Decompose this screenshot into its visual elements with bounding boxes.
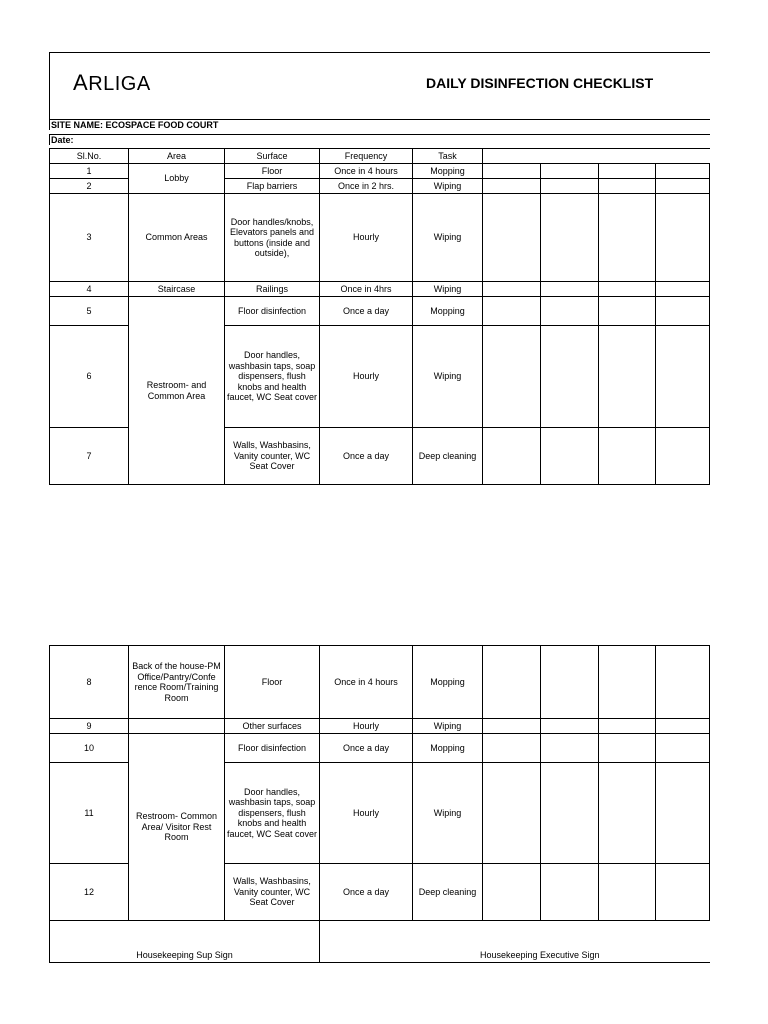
time-check-cell[interactable] [656, 763, 710, 864]
time-check-cell[interactable] [599, 734, 656, 763]
table-row [50, 164, 760, 179]
time-check-cell[interactable] [483, 179, 541, 194]
row-task: Wiping [413, 282, 483, 297]
table-row [50, 297, 760, 326]
time-check-cell[interactable] [483, 297, 541, 326]
row-area: Common Areas [129, 194, 225, 282]
table-row [50, 646, 760, 719]
row-slno: 10 [50, 734, 129, 763]
site-name: SITE NAME: ECOSPACE FOOD COURT [49, 119, 710, 130]
checklist-table-1 [49, 148, 760, 485]
time-check-cell[interactable] [541, 719, 599, 734]
time-check-cell[interactable] [483, 164, 541, 179]
time-check-cell[interactable] [541, 297, 599, 326]
row-surface: Other surfaces [225, 719, 320, 734]
time-check-cell[interactable] [656, 194, 710, 282]
row-frequency: Hourly [320, 763, 413, 864]
row-slno: 11 [50, 763, 129, 864]
row-frequency: Hourly [320, 719, 413, 734]
row-task: Mopping [413, 646, 483, 719]
col-header-surface: Surface [225, 149, 320, 164]
checklist-table-2 [49, 645, 760, 963]
row-slno: 12 [50, 864, 129, 921]
row-surface: Door handles, washbasin taps, soap dispensers, flush knobs and health faucet, WC Seat cover [225, 763, 320, 864]
time-check-cell[interactable] [656, 864, 710, 921]
row-area: Restroom- Common Area/ Visitor Rest Room [129, 734, 225, 921]
row-task: Mopping [413, 734, 483, 763]
time-check-cell[interactable] [483, 326, 541, 428]
row-surface: Flap barriers [225, 179, 320, 194]
row-slno: 7 [50, 428, 129, 485]
row-task: Mopping [413, 297, 483, 326]
time-check-cell[interactable] [599, 428, 656, 485]
time-check-cell[interactable] [656, 179, 710, 194]
col-header-task: Task [413, 149, 483, 164]
row-frequency: Once in 4 hours [320, 164, 413, 179]
row-slno: 4 [50, 282, 129, 297]
row-slno: 9 [50, 719, 129, 734]
time-check-cell[interactable] [541, 282, 599, 297]
page-edge-mask [710, 0, 768, 1024]
row-frequency: Once in 2 hrs. [320, 179, 413, 194]
time-check-cell[interactable] [599, 194, 656, 282]
row-slno: 2 [50, 179, 129, 194]
time-check-cell[interactable] [599, 763, 656, 864]
time-check-cell[interactable] [656, 326, 710, 428]
table-row [50, 734, 760, 763]
company-logo: ARLIGA [73, 70, 151, 95]
row-frequency: Once a day [320, 428, 413, 485]
row-surface: Walls, Washbasins, Vanity counter, WC Seat Cover [225, 428, 320, 485]
row-surface: Railings [225, 282, 320, 297]
time-check-cell[interactable] [599, 864, 656, 921]
time-check-cell[interactable] [541, 763, 599, 864]
time-check-cell[interactable] [599, 297, 656, 326]
row-frequency: Hourly [320, 326, 413, 428]
housekeeping-sup-sign[interactable]: Housekeeping Sup Sign [50, 921, 320, 963]
time-check-cell[interactable] [541, 428, 599, 485]
row-surface: Door handles, washbasin taps, soap dispensers, flush knobs and health faucet, WC Seat cover [225, 326, 320, 428]
time-check-cell[interactable] [656, 646, 710, 719]
row-task: Deep cleaning [413, 864, 483, 921]
row-task: Wiping [413, 326, 483, 428]
time-check-cell[interactable] [483, 719, 541, 734]
row-frequency: Once a day [320, 864, 413, 921]
row-task: Mopping [413, 164, 483, 179]
time-check-cell[interactable] [599, 282, 656, 297]
col-header-slno: Sl.No. [50, 149, 129, 164]
time-check-cell[interactable] [656, 428, 710, 485]
time-check-cell[interactable] [483, 194, 541, 282]
table-row [50, 719, 760, 734]
housekeeping-executive-sign[interactable]: Housekeeping Executive Sign [320, 921, 760, 963]
col-header-area: Area [129, 149, 225, 164]
row-frequency: Once in 4hrs [320, 282, 413, 297]
time-check-cell[interactable] [483, 428, 541, 485]
time-check-cell[interactable] [541, 734, 599, 763]
row-slno: 8 [50, 646, 129, 719]
time-check-cell[interactable] [656, 734, 710, 763]
time-check-cell[interactable] [599, 719, 656, 734]
time-check-cell[interactable] [541, 326, 599, 428]
row-task: Wiping [413, 719, 483, 734]
row-area: Lobby [129, 164, 225, 194]
row-area [129, 719, 225, 734]
time-check-cell[interactable] [483, 864, 541, 921]
time-check-cell[interactable] [483, 282, 541, 297]
row-surface: Door handles/knobs, Elevators panels and buttons (inside and outside), [225, 194, 320, 282]
time-check-cell[interactable] [599, 326, 656, 428]
table-row [50, 194, 760, 282]
row-frequency: Once in 4 hours [320, 646, 413, 719]
time-check-cell[interactable] [483, 646, 541, 719]
col-header-frequency: Frequency [320, 149, 413, 164]
row-surface: Walls, Washbasins, Vanity counter, WC Seat Cover [225, 864, 320, 921]
time-check-cell[interactable] [483, 734, 541, 763]
row-area: Staircase [129, 282, 225, 297]
time-check-cell[interactable] [541, 179, 599, 194]
row-task: Deep cleaning [413, 428, 483, 485]
time-check-cell[interactable] [599, 179, 656, 194]
row-surface: Floor [225, 164, 320, 179]
time-check-cell[interactable] [599, 164, 656, 179]
row-frequency: Once a day [320, 297, 413, 326]
row-slno: 5 [50, 297, 129, 326]
row-area: Restroom- and Common Area [129, 297, 225, 485]
row-frequency: Once a day [320, 734, 413, 763]
row-frequency: Hourly [320, 194, 413, 282]
row-surface: Floor [225, 646, 320, 719]
row-surface: Floor disinfection [225, 734, 320, 763]
time-check-cell[interactable] [656, 719, 710, 734]
time-check-cell[interactable] [656, 282, 710, 297]
page-title: DAILY DISINFECTION CHECKLIST [426, 75, 654, 91]
time-check-cell[interactable] [483, 763, 541, 864]
time-check-cell[interactable] [656, 297, 710, 326]
time-check-cell[interactable] [541, 646, 599, 719]
row-task: Wiping [413, 763, 483, 864]
time-check-cell[interactable] [541, 164, 599, 179]
row-task: Wiping [413, 179, 483, 194]
time-check-cell[interactable] [541, 864, 599, 921]
time-check-cell[interactable] [599, 646, 656, 719]
date-field: Date: [49, 134, 710, 145]
row-slno: 1 [50, 164, 129, 179]
row-task: Wiping [413, 194, 483, 282]
row-slno: 6 [50, 326, 129, 428]
row-slno: 3 [50, 194, 129, 282]
table-row [50, 282, 760, 297]
row-area: Back of the house-PM Office/Pantry/Confe rence Room/Training Room [129, 646, 225, 719]
time-check-cell[interactable] [656, 164, 710, 179]
time-check-cell[interactable] [541, 194, 599, 282]
signature-row [50, 921, 760, 963]
row-surface: Floor disinfection [225, 297, 320, 326]
